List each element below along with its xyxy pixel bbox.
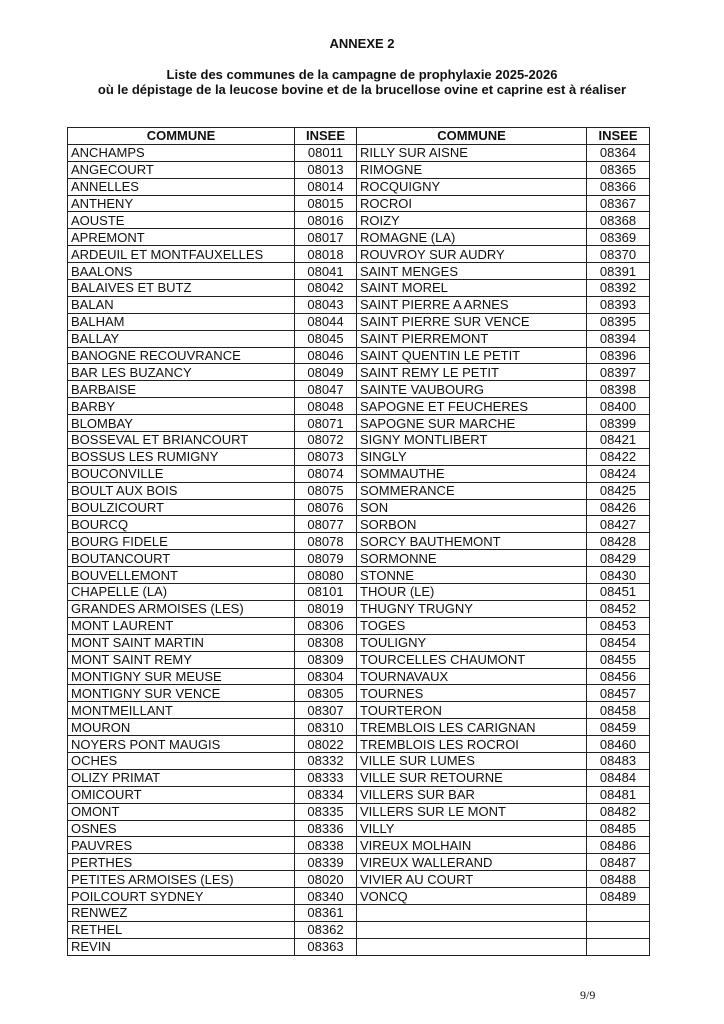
commune-name-right: SAINTE VAUBOURG [357,381,587,398]
commune-name-left: BANOGNE RECOUVRANCE [68,347,295,364]
insee-code-left: 08045 [295,330,357,347]
insee-code-right: 08426 [587,499,650,516]
commune-name-left: ANNELLES [68,178,295,195]
insee-code-left: 08071 [295,415,357,432]
commune-name-right: ROIZY [357,212,587,229]
insee-code-left: 08362 [295,921,357,938]
insee-code-left: 08338 [295,837,357,854]
commune-name-right: SOMMERANCE [357,482,587,499]
insee-code-left: 08019 [295,600,357,617]
table-row [68,820,650,837]
commune-name-right: TOULIGNY [357,634,587,651]
insee-code-left: 08020 [295,871,357,888]
commune-name-left: BLOMBAY [68,415,295,432]
commune-name-right: SAINT QUENTIN LE PETIT [357,347,587,364]
table-row [68,144,650,161]
insee-code-left: 08041 [295,263,357,280]
commune-name-right: VILLE SUR LUMES [357,752,587,769]
commune-name-left: BOUVELLEMONT [68,567,295,584]
insee-code-right: 08368 [587,212,650,229]
commune-name-left: REVIN [68,938,295,955]
commune-name-left: OMICOURT [68,786,295,803]
commune-name-left: BOUTANCOURT [68,550,295,567]
insee-code-left: 08101 [295,584,357,601]
insee-code-left: 08018 [295,246,357,263]
insee-code-right: 08369 [587,229,650,246]
commune-name-left: BAALONS [68,263,295,280]
commune-name-right: TOURTERON [357,702,587,719]
commune-name-right: RILLY SUR AISNE [357,144,587,161]
insee-code-left: 08310 [295,719,357,736]
commune-name-left: APREMONT [68,229,295,246]
insee-code-right [587,904,650,921]
table-row [68,888,650,905]
commune-name-left: RETHEL [68,921,295,938]
table-row [68,364,650,381]
table-row [68,448,650,465]
insee-code-left: 08361 [295,904,357,921]
commune-name-right: TOGES [357,617,587,634]
subtitle-line-2: où le dépistage de la leucose bovine et de la brucellose ovine et caprine est à réaliser [97,82,627,97]
insee-code-right: 08424 [587,465,650,482]
insee-code-right: 08457 [587,685,650,702]
commune-name-left: BALHAM [68,313,295,330]
commune-name-right: SOMMAUTHE [357,465,587,482]
commune-name-right: ROUVROY SUR AUDRY [357,246,587,263]
table-row [68,516,650,533]
insee-code-left: 08305 [295,685,357,702]
table-row [68,837,650,854]
commune-name-left: PERTHES [68,854,295,871]
table-row [68,904,650,921]
insee-code-right: 08391 [587,263,650,280]
commune-name-right: SORMONNE [357,550,587,567]
commune-name-left: BARBAISE [68,381,295,398]
insee-code-left: 08046 [295,347,357,364]
commune-name-right: SAPOGNE SUR MARCHE [357,415,587,432]
commune-name-right: THOUR (LE) [357,584,587,601]
commune-name-left: MONT LAURENT [68,617,295,634]
commune-name-right: VILLY [357,820,587,837]
table-row [68,617,650,634]
insee-code-right: 08393 [587,296,650,313]
insee-code-left: 08079 [295,550,357,567]
commune-name-left: CHAPELLE (LA) [68,584,295,601]
table-row [68,634,650,651]
commune-name-left: MONT SAINT REMY [68,651,295,668]
table-header-row [68,128,650,145]
header-insee-right: INSEE [587,128,650,145]
commune-name-right: SAINT PIERRE SUR VENCE [357,313,587,330]
commune-name-right [357,904,587,921]
table-row [68,651,650,668]
commune-name-right: SORCY BAUTHEMONT [357,533,587,550]
table-row [68,719,650,736]
commune-name-left: MONTIGNY SUR VENCE [68,685,295,702]
table-row [68,752,650,769]
commune-name-left: BALAIVES ET BUTZ [68,280,295,297]
insee-code-left: 08015 [295,195,357,212]
commune-name-right: VILLE SUR RETOURNE [357,769,587,786]
commune-name-left: MONT SAINT MARTIN [68,634,295,651]
insee-code-right: 08394 [587,330,650,347]
table-row [68,685,650,702]
table-row [68,432,650,449]
table-row [68,415,650,432]
commune-name-left: GRANDES ARMOISES (LES) [68,600,295,617]
insee-code-right: 08400 [587,398,650,415]
commune-name-left: PAUVRES [68,837,295,854]
commune-name-right: VIREUX WALLERAND [357,854,587,871]
commune-name-left: MONTMEILLANT [68,702,295,719]
insee-code-right: 08430 [587,567,650,584]
insee-code-left: 08308 [295,634,357,651]
table-row [68,584,650,601]
insee-code-right: 08458 [587,702,650,719]
insee-code-right: 08459 [587,719,650,736]
insee-code-left: 08072 [295,432,357,449]
table-row [68,246,650,263]
commune-name-right: SON [357,499,587,516]
insee-code-left: 08011 [295,144,357,161]
insee-code-right: 08428 [587,533,650,550]
insee-code-left: 08073 [295,448,357,465]
table-row [68,499,650,516]
table-row [68,550,650,567]
insee-code-right: 08398 [587,381,650,398]
commune-name-left: BOURG FIDELE [68,533,295,550]
insee-code-left: 08049 [295,364,357,381]
insee-code-right: 08456 [587,668,650,685]
commune-name-right: VILLERS SUR BAR [357,786,587,803]
commune-name-left: POILCOURT SYDNEY [68,888,295,905]
commune-name-left: BOULT AUX BOIS [68,482,295,499]
insee-code-right: 08422 [587,448,650,465]
commune-name-left: ANGECOURT [68,161,295,178]
table-row [68,296,650,313]
table-row [68,212,650,229]
table-row [68,668,650,685]
table-row [68,786,650,803]
insee-code-left: 08334 [295,786,357,803]
commune-name-right: TOURNAVAUX [357,668,587,685]
commune-name-right: SORBON [357,516,587,533]
commune-name-right: ROCROI [357,195,587,212]
insee-code-right: 08481 [587,786,650,803]
commune-name-left: BAR LES BUZANCY [68,364,295,381]
insee-code-right: 08365 [587,161,650,178]
insee-code-right: 08366 [587,178,650,195]
table-row [68,482,650,499]
table-row [68,567,650,584]
table-row [68,702,650,719]
commune-name-left: MONTIGNY SUR MEUSE [68,668,295,685]
table-row [68,347,650,364]
insee-code-left: 08307 [295,702,357,719]
annexe-title: ANNEXE 2 [329,36,395,51]
insee-code-left: 08048 [295,398,357,415]
commune-name-left: MOURON [68,719,295,736]
table-row [68,533,650,550]
commune-name-right: TREMBLOIS LES CARIGNAN [357,719,587,736]
commune-name-left: PETITES ARMOISES (LES) [68,871,295,888]
insee-code-left: 08074 [295,465,357,482]
commune-name-left: BOSSUS LES RUMIGNY [68,448,295,465]
insee-code-right: 08397 [587,364,650,381]
header-insee-left: INSEE [295,128,357,145]
table-row [68,600,650,617]
insee-code-left: 08016 [295,212,357,229]
insee-code-left: 08333 [295,769,357,786]
commune-name-right: SIGNY MONTLIBERT [357,432,587,449]
commune-name-right: TREMBLOIS LES ROCROI [357,736,587,753]
commune-name-right: SAINT PIERRE A ARNES [357,296,587,313]
insee-code-left: 08340 [295,888,357,905]
commune-name-left: OMONT [68,803,295,820]
insee-code-right [587,938,650,955]
commune-name-left: BARBY [68,398,295,415]
insee-code-right: 08460 [587,736,650,753]
insee-code-left: 08042 [295,280,357,297]
insee-code-left: 08336 [295,820,357,837]
commune-name-left: OSNES [68,820,295,837]
insee-code-left: 08022 [295,736,357,753]
insee-code-left: 08014 [295,178,357,195]
insee-code-right: 08429 [587,550,650,567]
insee-code-right: 08484 [587,769,650,786]
insee-code-right: 08452 [587,600,650,617]
subtitle-line-1: Liste des communes de la campagne de prophylaxie 2025-2026 [166,67,558,82]
table-row [68,398,650,415]
insee-code-right: 08395 [587,313,650,330]
commune-name-right: SAINT REMY LE PETIT [357,364,587,381]
insee-code-right: 08425 [587,482,650,499]
insee-code-right: 08427 [587,516,650,533]
table-row [68,229,650,246]
table-row [68,938,650,955]
commune-name-left: BOUCONVILLE [68,465,295,482]
commune-name-right: SAINT MENGES [357,263,587,280]
commune-name-left: BALAN [68,296,295,313]
insee-code-left: 08078 [295,533,357,550]
table-row [68,178,650,195]
insee-code-right: 08399 [587,415,650,432]
commune-name-left: ANTHENY [68,195,295,212]
table-row [68,769,650,786]
insee-code-right: 08483 [587,752,650,769]
insee-code-left: 08306 [295,617,357,634]
commune-name-right: TOURCELLES CHAUMONT [357,651,587,668]
commune-name-right: TOURNES [357,685,587,702]
commune-name-left: BALLAY [68,330,295,347]
header-commune-right: COMMUNE [357,128,587,145]
insee-code-right: 08489 [587,888,650,905]
header-commune-left: COMMUNE [68,128,295,145]
insee-code-right: 08392 [587,280,650,297]
insee-code-left: 08309 [295,651,357,668]
insee-code-left: 08077 [295,516,357,533]
table-row [68,195,650,212]
commune-name-left: NOYERS PONT MAUGIS [68,736,295,753]
commune-name-right [357,938,587,955]
table-row [68,803,650,820]
insee-code-right: 08454 [587,634,650,651]
insee-code-right: 08455 [587,651,650,668]
table-row [68,263,650,280]
table-row [68,871,650,888]
commune-name-right: STONNE [357,567,587,584]
commune-name-left: ANCHAMPS [68,144,295,161]
insee-code-left: 08332 [295,752,357,769]
commune-name-left: ARDEUIL ET MONTFAUXELLES [68,246,295,263]
insee-code-right: 08364 [587,144,650,161]
insee-code-left: 08047 [295,381,357,398]
table-row [68,280,650,297]
insee-code-right: 08453 [587,617,650,634]
insee-code-left: 08017 [295,229,357,246]
page-number: 9/9 [580,988,596,1002]
insee-code-left: 08080 [295,567,357,584]
insee-code-left: 08363 [295,938,357,955]
communes-table [67,127,650,956]
commune-name-right: ROCQUIGNY [357,178,587,195]
table-row [68,381,650,398]
table-body [68,144,650,955]
insee-code-left: 08043 [295,296,357,313]
commune-name-right: SAPOGNE ET FEUCHERES [357,398,587,415]
commune-name-left: BOULZICOURT [68,499,295,516]
table-row [68,921,650,938]
commune-name-right: ROMAGNE (LA) [357,229,587,246]
insee-code-right: 08396 [587,347,650,364]
commune-name-right: SINGLY [357,448,587,465]
insee-code-left: 08335 [295,803,357,820]
insee-code-right: 08486 [587,837,650,854]
table-row [68,465,650,482]
insee-code-left: 08076 [295,499,357,516]
table-row [68,736,650,753]
commune-name-right: VONCQ [357,888,587,905]
commune-name-right: VILLERS SUR LE MONT [357,803,587,820]
commune-name-left: BOSSEVAL ET BRIANCOURT [68,432,295,449]
table-row [68,313,650,330]
insee-code-right: 08367 [587,195,650,212]
commune-name-left: AOUSTE [68,212,295,229]
table-row [68,161,650,178]
insee-code-left: 08075 [295,482,357,499]
commune-name-left: OLIZY PRIMAT [68,769,295,786]
insee-code-left: 08339 [295,854,357,871]
commune-name-left: RENWEZ [68,904,295,921]
insee-code-left: 08013 [295,161,357,178]
commune-name-right: SAINT MOREL [357,280,587,297]
insee-code-right: 08487 [587,854,650,871]
table-row [68,330,650,347]
insee-code-right [587,921,650,938]
commune-name-right: SAINT PIERREMONT [357,330,587,347]
commune-name-right [357,921,587,938]
document-subtitle [0,67,724,97]
commune-name-right: VIREUX MOLHAIN [357,837,587,854]
insee-code-right: 08421 [587,432,650,449]
insee-code-left: 08044 [295,313,357,330]
table-row [68,854,650,871]
insee-code-right: 08482 [587,803,650,820]
commune-name-right: VIVIER AU COURT [357,871,587,888]
commune-name-left: BOURCQ [68,516,295,533]
insee-code-right: 08370 [587,246,650,263]
insee-code-right: 08451 [587,584,650,601]
commune-name-right: RIMOGNE [357,161,587,178]
insee-code-left: 08304 [295,668,357,685]
commune-name-right: THUGNY TRUGNY [357,600,587,617]
commune-name-left: OCHES [68,752,295,769]
insee-code-right: 08488 [587,871,650,888]
insee-code-right: 08485 [587,820,650,837]
